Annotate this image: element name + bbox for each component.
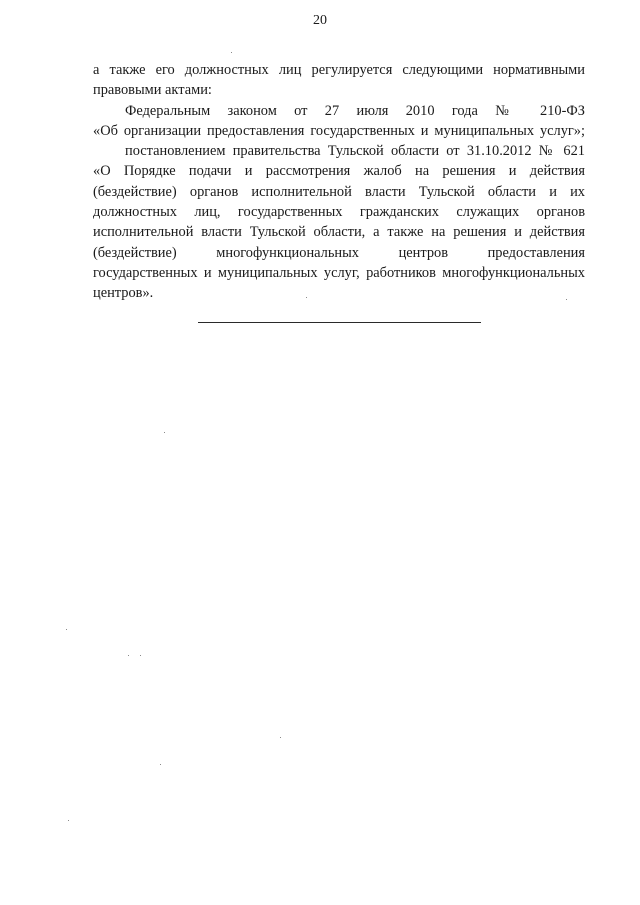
text-line: «О Порядке подачи и рассмотрения жалоб на решения и действия	[93, 163, 585, 180]
scan-speck	[566, 299, 567, 300]
text-line: (бездействие) органов исполнительной власти Тульской области и их	[93, 183, 585, 200]
scan-speck	[160, 764, 161, 765]
text-line: «Об организации предоставления государственных и муниципальных услуг»;	[93, 122, 585, 139]
scan-speck	[128, 655, 129, 656]
text-line: государственных и муниципальных услуг, работников многофункциональных	[93, 264, 585, 281]
scan-speck	[66, 629, 67, 630]
scan-speck	[164, 432, 165, 433]
text-line: (бездействие) многофункциональных центров предоставления	[93, 244, 585, 261]
document-body	[93, 60, 585, 304]
page-number: 20	[313, 13, 327, 28]
closing-rule	[198, 322, 481, 323]
scan-speck	[68, 820, 69, 821]
text-line: центров».	[93, 285, 154, 302]
scan-speck	[140, 655, 141, 656]
text-line: исполнительной власти Тульской области, а также на решения и действия	[93, 224, 585, 241]
text-line: а также его должностных лиц регулируется следующими нормативными	[93, 62, 585, 78]
text-line: должностных лиц, государственных гражданских служащих органов	[93, 204, 585, 221]
text-line: правовыми актами:	[93, 82, 212, 99]
text-line: постановлением правительства Тульской области от 31.10.2012 № 621	[125, 143, 585, 160]
text-line: Федеральным законом от 27 июля 2010 года № 210-ФЗ	[125, 102, 585, 119]
scan-speck	[280, 737, 281, 738]
scan-speck	[231, 52, 232, 53]
scan-speck	[306, 297, 307, 298]
